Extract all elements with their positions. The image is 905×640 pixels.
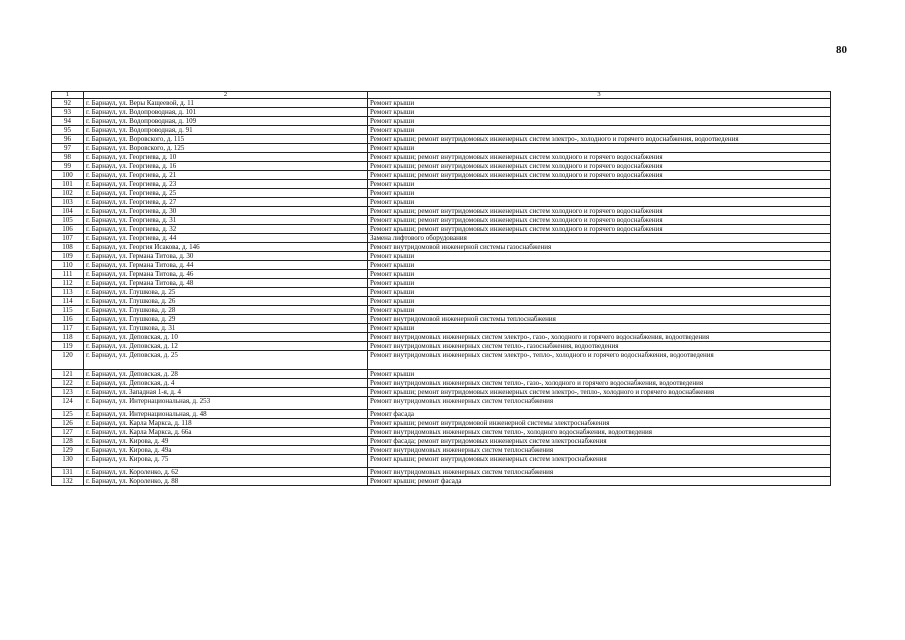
work-type-cell: Замена лифтового оборудования: [368, 234, 831, 243]
work-type-cell: Ремонт крыши; ремонт внутридомовых инженерных систем электроснабжения: [368, 455, 831, 468]
row-number-cell: 95: [52, 126, 84, 135]
address-cell: г. Барнаул, ул. Западная 1-я, д. 4: [84, 388, 368, 397]
work-type-cell: Ремонт крыши; ремонт внутридомовых инженерных систем холодного и горячего водоснабжения: [368, 225, 831, 234]
table-row: [52, 189, 831, 198]
address-cell: г. Барнаул, ул. Интернациональная, д. 48: [84, 410, 368, 419]
table-row: [52, 279, 831, 288]
row-number-cell: 102: [52, 189, 84, 198]
row-number-cell: 129: [52, 446, 84, 455]
table-row: [52, 225, 831, 234]
work-type-cell: Ремонт крыши: [368, 99, 831, 108]
row-number-cell: 108: [52, 243, 84, 252]
row-number-cell: 114: [52, 297, 84, 306]
work-type-cell: Ремонт крыши; ремонт внутридомовых инженерных систем электро-, холодного и горячего водоснабжения, водоотведения: [368, 135, 831, 144]
table-row: [52, 370, 831, 379]
address-cell: г. Барнаул, ул. Карла Маркса, д. 118: [84, 419, 368, 428]
table-row: [52, 216, 831, 225]
address-cell: г. Барнаул, ул. Карла Маркса, д. 66а: [84, 428, 368, 437]
address-cell: г. Барнаул, ул. Воровского, д. 125: [84, 144, 368, 153]
row-number-cell: 96: [52, 135, 84, 144]
page-number: 80: [836, 44, 847, 56]
table-row: [52, 180, 831, 189]
row-number-cell: 126: [52, 419, 84, 428]
row-number-cell: 106: [52, 225, 84, 234]
table-body: [52, 92, 831, 486]
address-cell: г. Барнаул, ул. Германа Титова, д. 46: [84, 270, 368, 279]
row-number-cell: 125: [52, 410, 84, 419]
table-row: [52, 153, 831, 162]
table-row: [52, 468, 831, 477]
table-row: [52, 455, 831, 468]
work-type-cell: Ремонт крыши; ремонт внутридомовых инженерных систем холодного и горячего водоснабжения: [368, 162, 831, 171]
row-number-cell: 104: [52, 207, 84, 216]
work-type-cell: Ремонт крыши; ремонт фасада: [368, 477, 831, 486]
work-type-cell: Ремонт внутридомовых инженерных систем электро-, газо-, холодного и горячего водоснабжения, водоотведения: [368, 333, 831, 342]
work-type-cell: Ремонт крыши; ремонт внутридомовых инженерных систем холодного и горячего водоснабжения: [368, 171, 831, 180]
work-type-cell: Ремонт крыши: [368, 306, 831, 315]
table-row: [52, 288, 831, 297]
row-number-cell: 128: [52, 437, 84, 446]
address-cell: г. Барнаул, ул. Георгиева, д. 16: [84, 162, 368, 171]
address-cell: г. Барнаул, ул. Воровского, д. 115: [84, 135, 368, 144]
address-cell: г. Барнаул, ул. Деповская, д. 28: [84, 370, 368, 379]
column-header: 3: [368, 92, 831, 99]
address-cell: г. Барнаул, ул. Кирова, д. 49а: [84, 446, 368, 455]
column-header: 1: [52, 92, 84, 99]
work-type-cell: Ремонт крыши: [368, 180, 831, 189]
table-row: [52, 410, 831, 419]
row-number-cell: 123: [52, 388, 84, 397]
address-cell: г. Барнаул, ул. Короленко, д. 88: [84, 477, 368, 486]
work-type-cell: Ремонт крыши: [368, 261, 831, 270]
table-row: [52, 437, 831, 446]
work-type-cell: Ремонт крыши: [368, 324, 831, 333]
row-number-cell: 98: [52, 153, 84, 162]
table-row: [52, 324, 831, 333]
address-cell: г. Барнаул, ул. Георгиева, д. 31: [84, 216, 368, 225]
work-type-cell: Ремонт внутридомовых инженерных систем теплоснабжения: [368, 446, 831, 455]
row-number-cell: 97: [52, 144, 84, 153]
row-number-cell: 116: [52, 315, 84, 324]
address-cell: г. Барнаул, ул. Глушкова, д. 31: [84, 324, 368, 333]
row-number-cell: 100: [52, 171, 84, 180]
table-row: [52, 234, 831, 243]
row-number-cell: 122: [52, 379, 84, 388]
table-row: [52, 144, 831, 153]
work-type-cell: Ремонт внутридомовых инженерных систем тепло-, холодного водоснабжения, водоотведения: [368, 428, 831, 437]
work-type-cell: Ремонт крыши: [368, 126, 831, 135]
row-number-cell: 117: [52, 324, 84, 333]
row-number-cell: 92: [52, 99, 84, 108]
work-type-cell: Ремонт внутридомовых инженерных систем тепло-, газо-, холодного и горячего водоснабжения, водоотведения: [368, 379, 831, 388]
table-row: [52, 351, 831, 370]
address-cell: г. Барнаул, ул. Георгиева, д. 44: [84, 234, 368, 243]
address-cell: г. Барнаул, ул. Германа Титова, д. 44: [84, 261, 368, 270]
address-cell: г. Барнаул, ул. Глушкова, д. 29: [84, 315, 368, 324]
address-cell: г. Барнаул, ул. Кирова, д. 49: [84, 437, 368, 446]
row-number-cell: 105: [52, 216, 84, 225]
address-cell: г. Барнаул, ул. Короленко, д. 62: [84, 468, 368, 477]
address-cell: г. Барнаул, ул. Водопроводная, д. 109: [84, 117, 368, 126]
work-type-cell: Ремонт внутридомовых инженерных систем тепло-, газоснабжения, водоотведения: [368, 342, 831, 351]
row-number-cell: 103: [52, 198, 84, 207]
table-row: [52, 379, 831, 388]
table-row: [52, 270, 831, 279]
row-number-cell: 99: [52, 162, 84, 171]
address-cell: г. Барнаул, ул. Деповская, д. 10: [84, 333, 368, 342]
address-cell: г. Барнаул, ул. Георгиева, д. 25: [84, 189, 368, 198]
work-type-cell: Ремонт крыши: [368, 117, 831, 126]
work-type-cell: Ремонт крыши; ремонт внутридомовых инженерных систем холодного и горячего водоснабжения: [368, 153, 831, 162]
work-type-cell: Ремонт крыши: [368, 144, 831, 153]
work-type-cell: Ремонт внутридомовой инженерной системы теплоснабжения: [368, 315, 831, 324]
table-row: [52, 446, 831, 455]
address-cell: г. Барнаул, ул. Германа Титова, д. 30: [84, 252, 368, 261]
work-type-cell: Ремонт крыши: [368, 108, 831, 117]
address-cell: г. Барнаул, ул. Деповская, д. 4: [84, 379, 368, 388]
work-type-cell: Ремонт крыши; ремонт внутридомовых инженерных систем холодного и горячего водоснабжения: [368, 207, 831, 216]
table-row: [52, 99, 831, 108]
work-type-cell: Ремонт крыши: [368, 198, 831, 207]
row-number-cell: 130: [52, 455, 84, 468]
table-row: [52, 243, 831, 252]
row-number-cell: 112: [52, 279, 84, 288]
work-type-cell: Ремонт фасада: [368, 410, 831, 419]
work-type-cell: Ремонт крыши: [368, 297, 831, 306]
address-cell: г. Барнаул, ул. Деповская, д. 25: [84, 351, 368, 370]
table-row: [52, 126, 831, 135]
address-cell: г. Барнаул, ул. Георгия Исакова, д. 146: [84, 243, 368, 252]
address-cell: г. Барнаул, ул. Глушкова, д. 26: [84, 297, 368, 306]
row-number-cell: 127: [52, 428, 84, 437]
table-row: [52, 342, 831, 351]
work-type-cell: Ремонт крыши: [368, 370, 831, 379]
address-cell: г. Барнаул, ул. Георгиева, д. 21: [84, 171, 368, 180]
row-number-cell: 121: [52, 370, 84, 379]
address-cell: г. Барнаул, ул. Интернациональная, д. 253: [84, 397, 368, 410]
address-cell: г. Барнаул, ул. Водопроводная, д. 101: [84, 108, 368, 117]
row-number-cell: 107: [52, 234, 84, 243]
row-number-cell: 118: [52, 333, 84, 342]
address-cell: г. Барнаул, ул. Водопроводная, д. 91: [84, 126, 368, 135]
work-type-cell: Ремонт крыши; ремонт внутридомовых инженерных систем электро-, тепло-, холодного и горячего водоснабжения: [368, 388, 831, 397]
table-row: [52, 252, 831, 261]
work-type-cell: Ремонт крыши: [368, 252, 831, 261]
row-number-cell: 132: [52, 477, 84, 486]
address-cell: г. Барнаул, ул. Георгиева, д. 10: [84, 153, 368, 162]
table-row: [52, 297, 831, 306]
work-type-cell: Ремонт внутридомовых инженерных систем электро-, тепло-, холодного и горячего водоснабжения, водоотведения: [368, 351, 831, 370]
work-type-cell: Ремонт крыши: [368, 270, 831, 279]
row-number-cell: 110: [52, 261, 84, 270]
table-row: [52, 162, 831, 171]
row-number-cell: 131: [52, 468, 84, 477]
address-cell: г. Барнаул, ул. Георгиева, д. 23: [84, 180, 368, 189]
table-row: [52, 207, 831, 216]
table-row: [52, 261, 831, 270]
work-type-cell: Ремонт внутридомовой инженерной системы газоснабжения: [368, 243, 831, 252]
work-type-cell: Ремонт крыши; ремонт внутридомовых инженерных систем холодного и горячего водоснабжения: [368, 216, 831, 225]
table-row: [52, 397, 831, 410]
address-cell: г. Барнаул, ул. Деповская, д. 12: [84, 342, 368, 351]
work-type-cell: Ремонт крыши: [368, 288, 831, 297]
table-row: [52, 171, 831, 180]
work-type-cell: Ремонт крыши: [368, 279, 831, 288]
table-row: [52, 333, 831, 342]
table-row: [52, 428, 831, 437]
row-number-cell: 113: [52, 288, 84, 297]
table-row: [52, 315, 831, 324]
work-type-cell: Ремонт крыши; ремонт внутридомовой инженерной системы электроснабжения: [368, 419, 831, 428]
table-row: [52, 477, 831, 486]
row-number-cell: 111: [52, 270, 84, 279]
row-number-cell: 119: [52, 342, 84, 351]
table-row: [52, 117, 831, 126]
row-number-cell: 115: [52, 306, 84, 315]
work-type-cell: Ремонт внутридомовых инженерных систем теплоснабжения: [368, 468, 831, 477]
table-row: [52, 135, 831, 144]
row-number-cell: 94: [52, 117, 84, 126]
address-cell: г. Барнаул, ул. Глушкова, д. 25: [84, 288, 368, 297]
row-number-cell: 109: [52, 252, 84, 261]
address-cell: г. Барнаул, ул. Кирова, д. 75: [84, 455, 368, 468]
work-type-cell: Ремонт внутридомовых инженерных систем теплоснабжения: [368, 397, 831, 410]
row-number-cell: 101: [52, 180, 84, 189]
address-cell: г. Барнаул, ул. Георгиева, д. 30: [84, 207, 368, 216]
table-row: [52, 198, 831, 207]
repair-table: [51, 91, 831, 486]
address-cell: г. Барнаул, ул. Георгиева, д. 32: [84, 225, 368, 234]
work-type-cell: Ремонт фасада; ремонт внутридомовых инженерных систем электроснабжения: [368, 437, 831, 446]
row-number-cell: 120: [52, 351, 84, 370]
table-row: [52, 306, 831, 315]
work-type-cell: Ремонт крыши: [368, 189, 831, 198]
column-header: 2: [84, 92, 368, 99]
address-cell: г. Барнаул, ул. Германа Титова, д. 48: [84, 279, 368, 288]
table-row: [52, 419, 831, 428]
table-row: [52, 388, 831, 397]
table-header-row: [52, 92, 831, 99]
table-row: [52, 108, 831, 117]
address-cell: г. Барнаул, ул. Веры Кащеевой, д. 11: [84, 99, 368, 108]
address-cell: г. Барнаул, ул. Георгиева, д. 27: [84, 198, 368, 207]
address-cell: г. Барнаул, ул. Глушкова, д. 28: [84, 306, 368, 315]
row-number-cell: 93: [52, 108, 84, 117]
row-number-cell: 124: [52, 397, 84, 410]
